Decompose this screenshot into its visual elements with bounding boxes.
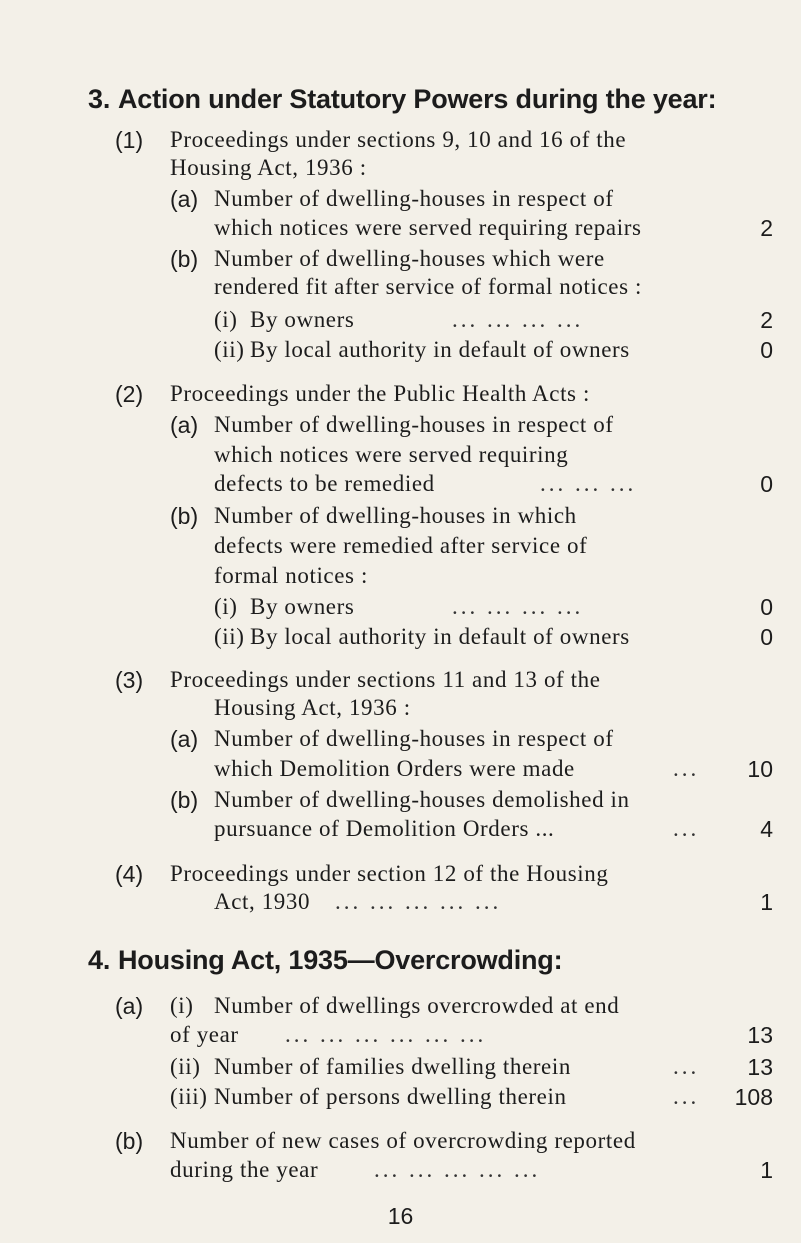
item-text-line: Number of families dwelling therein (214, 1054, 571, 1079)
section-4-title: Housing Act, 1935—Overcrowding: (118, 945, 563, 975)
item-text-line: Number of dwelling-houses in respect of (214, 186, 614, 211)
item-text-line: Housing Act, 1936 : (170, 155, 367, 180)
item-text-line: Number of dwelling-houses demolished in (214, 787, 630, 812)
item-label: (b) (170, 503, 199, 529)
item-text-line: Proceedings under sections 9, 10 and 16 of the (170, 127, 627, 152)
item-text-line: Number of dwellings overcrowded at end (214, 993, 620, 1018)
item-value: 0 (760, 624, 773, 650)
item-label: (b) (115, 1128, 144, 1154)
dot-leader: ... ... ... ... (452, 594, 584, 619)
item-text-line: Proceedings under the Public Health Acts : (170, 381, 590, 406)
item-text-line: By local authority in default of owners (250, 624, 630, 649)
item-label: (a) (115, 993, 144, 1019)
dot-leader: ... (673, 816, 700, 841)
item-label: (1) (115, 127, 144, 153)
item-value: 13 (747, 1054, 773, 1080)
page-number: 16 (387, 1203, 414, 1229)
item-label: (ii) (214, 624, 245, 649)
item-label: (3) (115, 667, 144, 693)
dot-leader: ... ... ... ... ... (374, 1157, 541, 1182)
section-3-title: Action under Statutory Powers during the year: (118, 84, 717, 114)
item-label: (2) (115, 381, 144, 407)
item-label: (a) (170, 186, 199, 212)
item-value: 13 (747, 1022, 773, 1048)
item-text-line: which Demolition Orders were made (214, 756, 575, 781)
item-text-line: which notices were served requiring (214, 442, 569, 467)
item-text-line: Number of dwelling-houses in respect of (214, 412, 614, 437)
section-3-number: 3. (88, 84, 111, 114)
item-label: (i) (214, 594, 238, 619)
item-text-line: pursuance of Demolition Orders ... (214, 816, 555, 841)
item-value: 2 (760, 215, 773, 241)
item-text-line: defects to be remedied (214, 471, 435, 496)
item-value: 1 (760, 889, 773, 915)
item-text-line: of year (170, 1022, 239, 1047)
item-label: (a) (170, 412, 199, 438)
item-label: (ii) (170, 1054, 201, 1079)
item-text-line: Number of dwelling-houses in respect of (214, 726, 614, 751)
item-label: (ii) (214, 337, 245, 362)
item-value: 10 (747, 756, 773, 782)
item-text-line: By owners (250, 307, 355, 332)
section-4-number: 4. (88, 945, 111, 975)
item-text-line: By owners (250, 594, 355, 619)
dot-leader: ... (673, 1054, 700, 1079)
item-text-line: defects were remedied after service of (214, 533, 588, 558)
dot-leader: ... ... ... (540, 471, 637, 496)
item-text-line: Number of persons dwelling therein (214, 1084, 567, 1109)
item-value: 108 (734, 1084, 773, 1110)
dot-leader: ... ... ... ... ... ... (285, 1022, 487, 1047)
item-value: 0 (760, 337, 773, 363)
item-label: (b) (170, 787, 199, 813)
item-label: (i) (214, 307, 238, 332)
item-label: (a) (170, 726, 199, 752)
dot-leader: ... ... ... ... ... (335, 889, 502, 914)
item-label: (b) (170, 246, 199, 272)
item-value: 1 (760, 1157, 773, 1183)
item-value: 0 (760, 594, 773, 620)
item-label: (4) (115, 861, 144, 887)
dot-leader: ... (673, 1084, 700, 1109)
item-text-line: By local authority in default of owners (250, 337, 630, 362)
dot-leader: ... ... ... ... (452, 307, 584, 332)
item-label: (iii) (170, 1084, 208, 1109)
item-text-line: Proceedings under section 12 of the Housing (170, 861, 609, 886)
item-value: 2 (760, 307, 773, 333)
item-value: 4 (760, 816, 773, 842)
item-text-line: Housing Act, 1936 : (214, 695, 411, 720)
item-text-line: Number of dwelling-houses in which (214, 503, 577, 528)
item-text-line: rendered fit after service of formal notices : (214, 274, 642, 299)
item-text-line: Number of new cases of overcrowding reported (170, 1128, 636, 1153)
item-text-line: during the year (170, 1157, 319, 1182)
item-text-line: formal notices : (214, 563, 368, 588)
item-text-line: Number of dwelling-houses which were (214, 246, 605, 271)
section-4-heading (88, 945, 562, 976)
item-label: (i) (170, 993, 194, 1018)
item-text-line: Proceedings under sections 11 and 13 of the (170, 667, 601, 692)
section-3-heading (88, 84, 716, 115)
dot-leader: ... (673, 756, 700, 781)
item-text-line: Act, 1930 (214, 889, 311, 914)
item-text-line: which notices were served requiring repairs (214, 215, 642, 240)
item-value: 0 (760, 471, 773, 497)
